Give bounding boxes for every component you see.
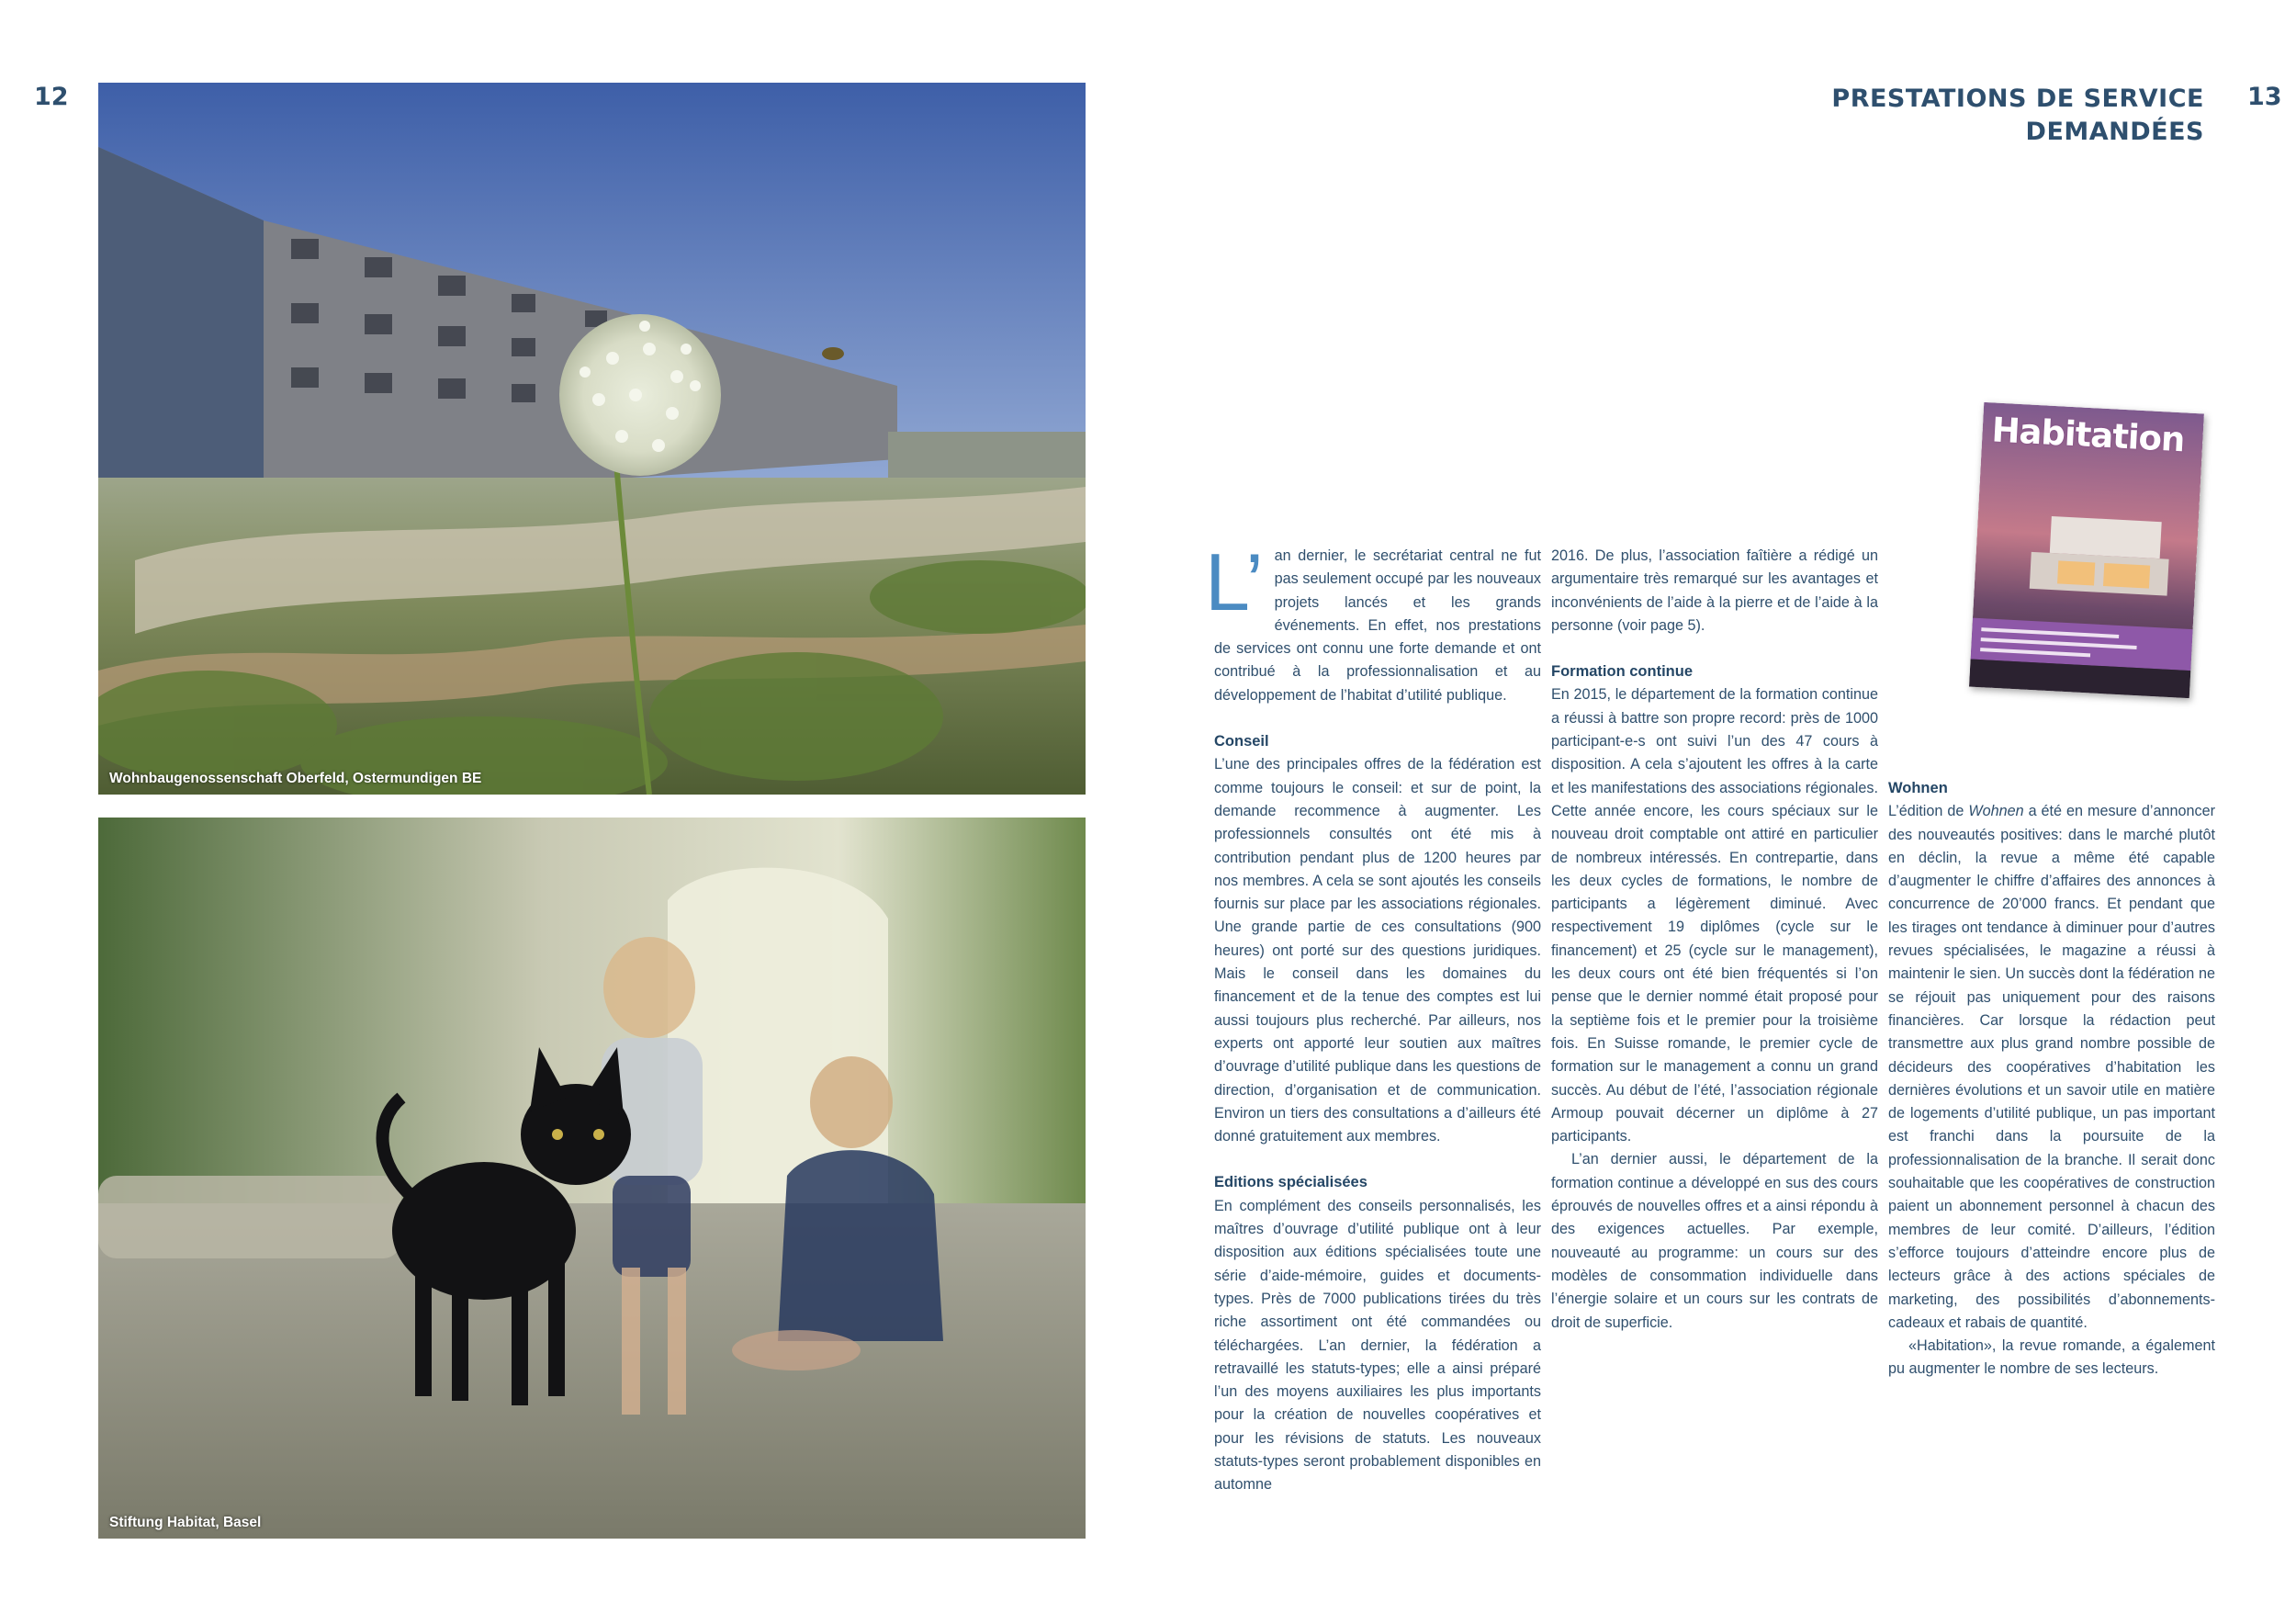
paragraph-wohnen: L’édition de Wohnen a été en mesure d’annoncer des nouveautés positives: dans le marché plutôt en déclin, la revue a même été capable d’augmenter le chiffre d’affaires des annonces à concurrence de 20’000 francs. Et pendant que les tirages ont tendance à diminuer pour d’autres revues spécialisées, le magazine a réussi à maintenir le sien. Un succès dont la fédération ne se réjouit pas uniquement pour des raisons financières. Car lorsque la rédaction peut transmettre aux plus grand nombre possible de décideurs des coopératives d’habitation les dernières évolutions et un savoir utile en matière de logements d’utilité publique, un pas important est franchi dans la poursuite de la professionnalisation de la branche. Il serait donc souhaitable que les coopératives de construction paient un abonnement personnel à chacun des membres de leur comité. D’ailleurs, l’édition s’efforce toujours d’atteindre encore plus de lecteurs grâce à des actions spéciales de marketing, des possibilités d’abonnements-cadeaux et rabais de quantité. <box>1888 803 2215 1331</box>
photo-caption-bottom: Stiftung Habitat, Basel <box>109 1515 262 1530</box>
magazine-title: Habitation <box>1990 410 2186 460</box>
photo-caption-top: Wohnbaugenossenschaft Oberfeld, Ostermundigen BE <box>109 771 482 786</box>
section-heading <box>1727 83 2204 149</box>
paragraph-editions: En complément des conseils personnalisés, les maîtres d’ouvrage d’utilité publique ont à leur disposition aux éditions spécialisées toute une série d’aide-mémoire, guides et documents-types. Près de 7000 publications tirées du très riche assortiment ont été commandées ou téléchargées. L’an dernier, la fédération a retravaillé les statuts-types; elle a ainsi préparé l’un des moyens auxiliaires les plus importants pour la création de nouvelles coopératives et pour les révisions de statuts. Les nouveaux statuts-types seront probablement disponibles en automne <box>1214 1197 1541 1494</box>
text-column-2 <box>1551 545 1878 1335</box>
text-column-3 <box>1888 777 2215 1382</box>
paragraph-continuation: 2016. De plus, l’association faîtière a rédigé un argumentaire très remarqué sur les avantages et inconvénients de l’aide à la pierre et de l’aide à la personne (voir page 5). <box>1551 547 1878 634</box>
photo-garden-allium <box>98 83 1086 795</box>
intro-paragraph: L’ an dernier, le secrétariat central ne fut pas seulement occupé par les nouveaux projets lancés et les grands événements. En effet, nos prestations de services ont connu une forte demande et ont contribué à la professionnalisation et au développement de l’habitat d’utilité publique. <box>1205 536 1541 704</box>
text-column-1 <box>1205 536 1541 1497</box>
subheading-formation: Formation continue <box>1551 663 1693 681</box>
heading-line-1: PRESTATIONS DE SERVICE <box>1831 85 2204 113</box>
dropcap: L’ <box>1205 536 1264 627</box>
page-number-right: 13 <box>2247 83 2282 111</box>
heading-line-2: DEMANDÉES <box>2025 118 2204 146</box>
subheading-conseil: Conseil <box>1214 733 1269 750</box>
paragraph-formation-1: En 2015, le département de la formation continue a réussi à battre son propre record: près de 1000 participant-e-s ont suivi l’un des 47 cours à disposition. A cela s’ajoutent les offres à la carte et les manifestations des associations régionales. Cette année encore, les cours spéciaux sur le nouveau droit comptable ont attiré en particulier de nombreux intéressés. En contrepartie, dans les deux cycles de formations, le nombre de participants a légèrement diminué. Avec respectivement 19 diplômes (cycle sur le financement) et 25 (cycle sur le management), les deux cours ont été bien fréquentés si l’on pense que le dernier nommé était proposé pour la septième fois et le premier pour la troisième fois. En Suisse romande, le premier cycle de formation sur le management a connu un grand succès. Au début de l’été, l’association régionale Armoup pouvait décerner un diplôme à 27 participants. <box>1551 686 1878 1145</box>
habitation-magazine-cover <box>1969 402 2204 698</box>
paragraph-conseil: L’une des principales offres de la fédération est comme toujours le conseil: et sur de point, la demande recommence à augmenter. Les professionnels consultés ont été mis à contribution pendant plus de 1200 heures par nos membres. A cela se sont ajoutés les conseils fournis sur place par les associations régionales. Une grande partie de ces consultations (900 heures) ont porté sur des questions juridiques. Mais le conseil dans les domaines du financement et de la tenue des comptes est lui aussi toujours plus recherché. Par ailleurs, nos experts ont apporté leur soutien aux maîtres d’ouvrage d’utilité publique dans les questions de direction, d’organisation et de communication. Environ un tiers des consultations a d’ailleurs été donné gratuitement aux membres. <box>1214 756 1541 1145</box>
page-number-left: 12 <box>34 83 69 111</box>
subheading-wohnen: Wohnen <box>1888 780 1948 796</box>
photo-black-cat-children <box>98 818 1086 1539</box>
paragraph-habitation: «Habitation», la revue romande, a également pu augmenter le nombre de ses lecteurs. <box>1888 1337 2215 1378</box>
paragraph-formation-2: L’an dernier aussi, le département de la formation continue a développé en sus des cours éprouvés de nouvelles offres et a ainsi répondu à des exigences actuelles. Par exemple, nouveauté au programme: un cours sur des modèles de consommation individuelle dans l’énergie solaire et un cours sur les contrats de droit de superficie. <box>1551 1151 1878 1331</box>
subheading-editions: Editions spécialisées <box>1214 1174 1367 1191</box>
